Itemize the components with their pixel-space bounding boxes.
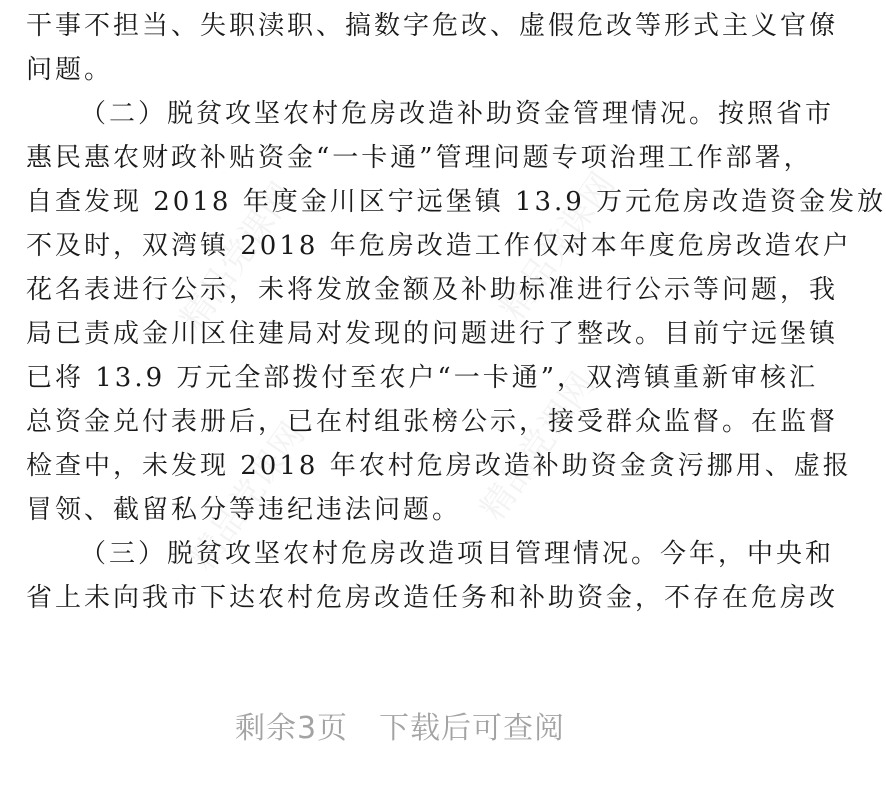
- watermark: 精品党课网: [172, 175, 304, 338]
- body-line: 干事不担当、失职渎职、搞数字危改、虚假危改等形式主义官僚: [26, 11, 839, 41]
- section-heading-line: （二）脱贫攻坚农村危房改造补助资金管理情况。按照省市: [80, 99, 835, 129]
- body-line: 局已责成金川区住建局对发现的问题进行了整改。目前宁远堡镇: [26, 319, 839, 349]
- document-body: [26, 4, 886, 620]
- body-line: 不及时，双湾镇 2018 年危房改造工作仅对本年度危房改造农户: [26, 231, 852, 261]
- watermark: 精品党课网: [472, 365, 604, 528]
- body-line: 问题。: [26, 55, 114, 85]
- body-line: 冒领、截留私分等违纪违法问题。: [26, 495, 462, 525]
- body-line: 检查中，未发现 2018 年农村危房改造补助资金贪污挪用、虚报: [26, 451, 852, 481]
- body-line: 自查发现 2018 年度金川区宁远堡镇 13.9 万元危房改造资金发放: [26, 187, 886, 217]
- section-heading-line: （三）脱贫攻坚农村危房改造项目管理情况。今年，中央和: [80, 539, 835, 569]
- watermark: 精品党课网: [492, 165, 624, 328]
- body-line: 省上未向我市下达农村危房改造任务和补助资金，不存在危房改: [26, 583, 839, 613]
- body-line: 已将 13.9 万元全部拨付至农户“一卡通”，双湾镇重新审核汇: [26, 363, 819, 393]
- remaining-pages-notice[interactable]: 剩余3页 下载后可查阅: [234, 711, 566, 746]
- watermark: 精品党课网: [182, 415, 314, 578]
- body-line: 总资金兑付表册后，已在村组张榜公示，接受群众监督。在监督: [26, 407, 839, 437]
- body-line: 惠民惠农财政补贴资金“一卡通”管理问题专项治理工作部署，: [26, 143, 813, 173]
- body-line: 花名表进行公示，未将发放金额及补助标准进行公示等问题，我: [26, 275, 839, 305]
